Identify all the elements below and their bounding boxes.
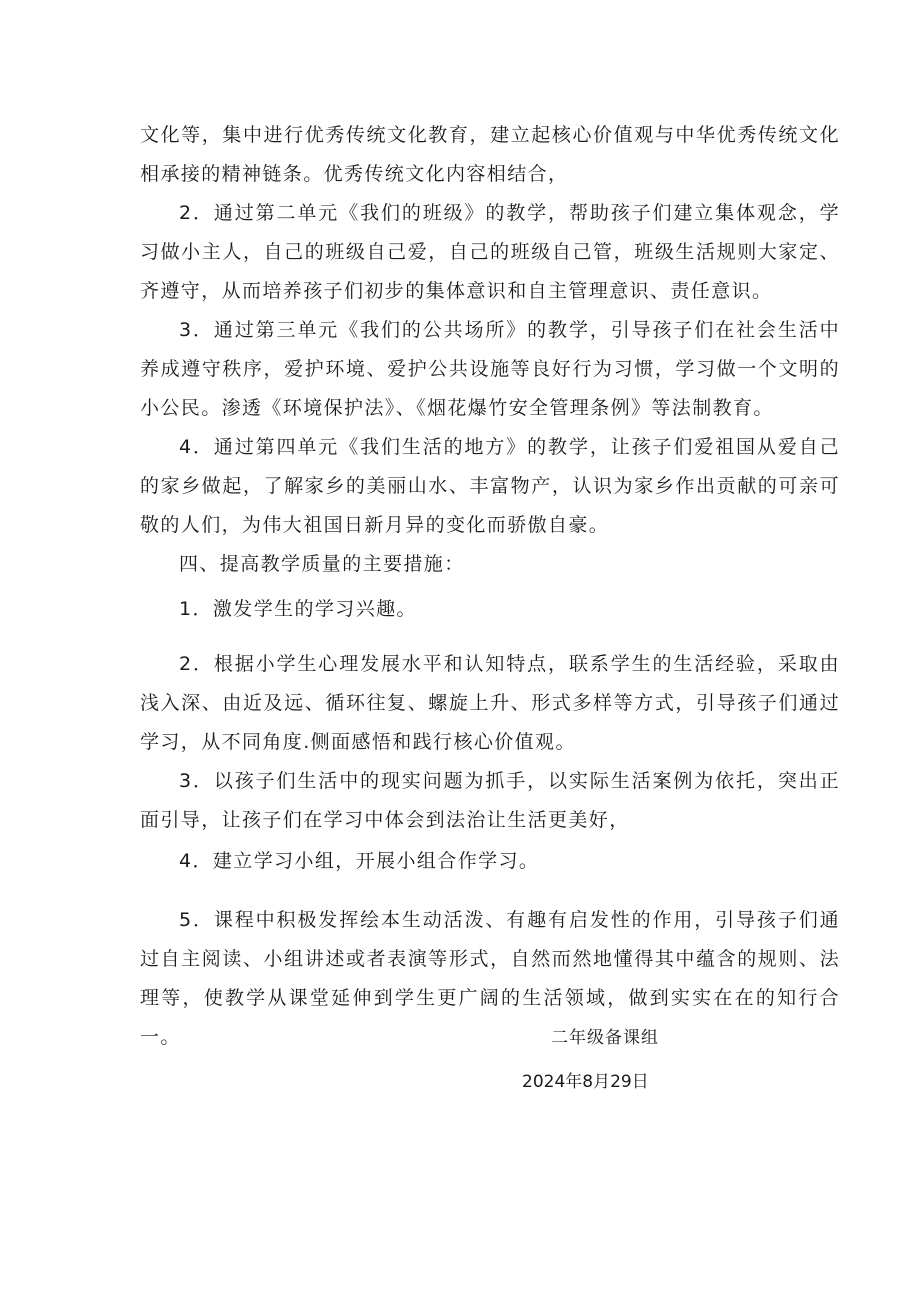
paragraph-unit-three: 3．通过第三单元《我们的公共场所》的教学，引导孩子们在社会生活中养成遵守秩序，爱护环境、爱护公共设施等良好行为习惯，学习做一个文明的小公民。渗透《环境保护法》、《烟花爆竹安全管理条例》等法制教育。 (140, 319, 840, 419)
section-heading-measures: 四、提高教学质量的主要措施： (179, 553, 465, 575)
measure-item-5: 5．课程中积极发挥绘本生动活泼、有趣有启发性的作用，引导孩子们通过自主阅读、小组讲述或者表演等形式，自然而然地懂得其中蕴含的规则、法理等，使教学从课堂延伸到学生更广阔的生活领域，做到实实在在的知行合一。 (140, 909, 840, 1048)
paragraph-unit-two: 2．通过第二单元《我们的班级》的教学，帮助孩子们建立集体观念，学习做小主人，自己的班级自己爱，自己的班级自己管，班级生活规则大家定、齐遵守，从而培养孩子们初步的集体意识和自主管理意识、责任意识。 (140, 202, 840, 302)
measure-item-1: 1．激发学生的学习兴趣。 (179, 598, 417, 620)
measure-item-4: 4．建立学习小组，开展小组合作学习。 (179, 850, 540, 872)
paragraph-traditional-culture: 文化等，集中进行优秀传统文化教育，建立起核心价值观与中华优秀传统文化相承接的精神链条。优秀传统文化内容相结合， (140, 124, 840, 185)
signature-date: 2024年8月29日 (522, 1072, 649, 1092)
measure-item-2: 2．根据小学生心理发展水平和认知特点，联系学生的生活经验，采取由浅入深、由近及远、循环往复、螺旋上升、形式多样等方式，引导孩子们通过学习，从不同角度.侧面感悟和践行核心价值观。 (140, 653, 840, 753)
signature-group: 二年级备课组 (551, 1028, 659, 1048)
measure-item-3: 3．以孩子们生活中的现实问题为抓手，以实际生活案例为依托，突出正面引导，让孩子们在学习中体会到法治让生活更美好， (140, 770, 840, 831)
paragraph-unit-four: 4．通过第四单元《我们生活的地方》的教学，让孩子们爱祖国从爱自己的家乡做起，了解家乡的美丽山水、丰富物产，认识为家乡作出贡献的可亲可敬的人们，为伟大祖国日新月异的变化而骄傲自豪。 (140, 436, 840, 536)
